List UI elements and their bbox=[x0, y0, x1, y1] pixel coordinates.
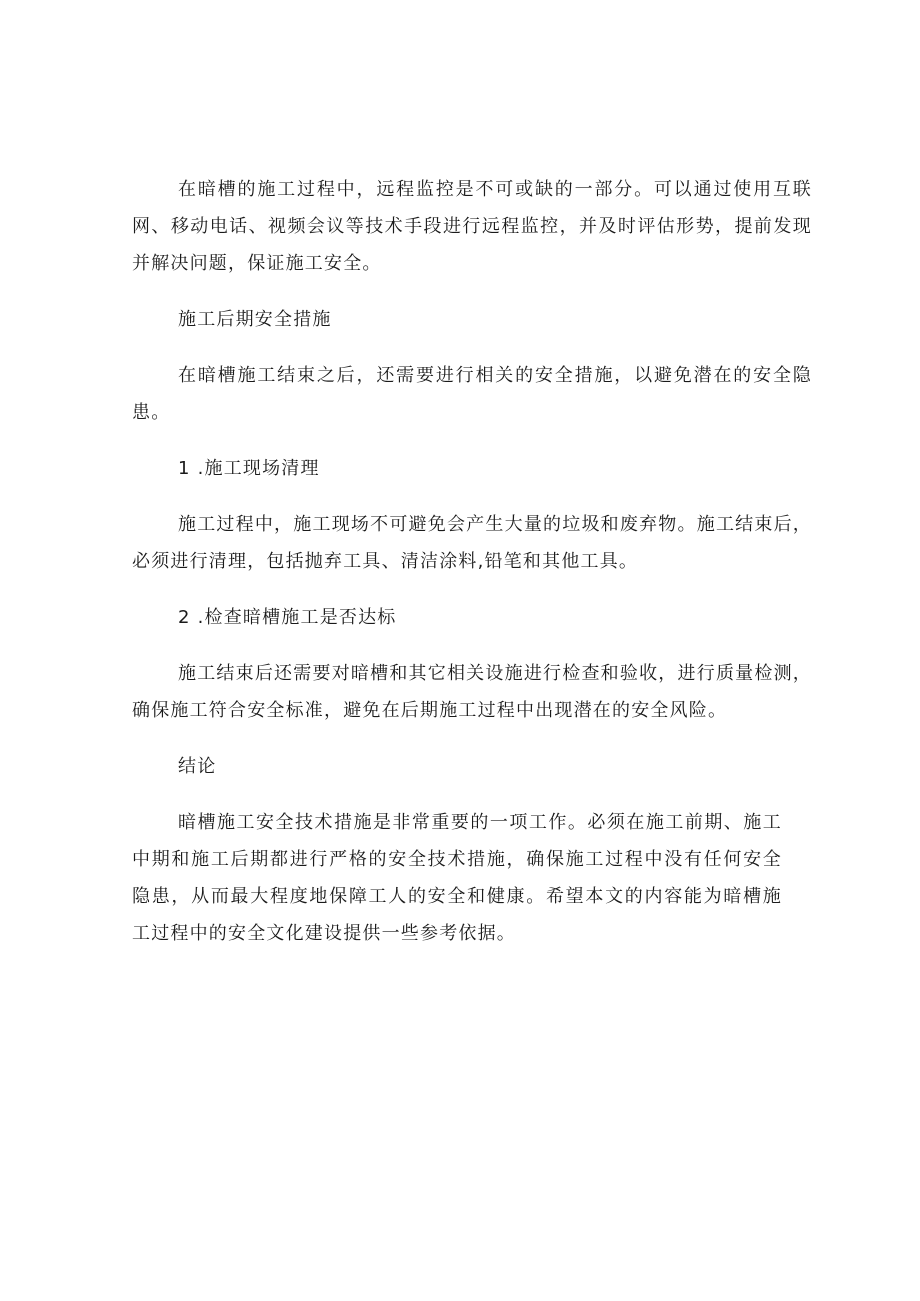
paragraph-remote-monitoring: 在暗槽的施工过程中，远程监控是不可或缺的一部分。可以通过使用互联网、移动电话、视频会议等技术手段进行远程监控，并及时评估形势，提前发现并解决问题，保证施工安全。 bbox=[132, 179, 812, 274]
document-body bbox=[132, 171, 812, 971]
subheading-site-cleanup: 1 .施工现场清理 bbox=[178, 458, 320, 479]
paragraph-post-construction-intro: 在暗槽施工结束之后，还需要进行相关的安全措施，以避免潜在的安全隐患。 bbox=[132, 365, 812, 423]
paragraph-conclusion: 暗槽施工安全技术措施是非常重要的一项工作。必须在施工前期、施工中期和施工后期都进行严格的安全技术措施，确保施工过程中没有任何安全隐患，从而最大程度地保障工人的安全和健康。希望本文的内容能为暗槽施工过程中的安全文化建设提供一些参考依据。 bbox=[132, 812, 782, 944]
subheading-inspection: 2 .检查暗槽施工是否达标 bbox=[178, 607, 397, 628]
paragraph-inspection: 施工结束后还需要对暗槽和其它相关设施进行检查和验收，进行质量检测，确保施工符合安全标准，避免在后期施工过程中出现潜在的安全风险。 bbox=[132, 663, 812, 721]
paragraph-site-cleanup: 施工过程中，施工现场不可避免会产生大量的垃圾和废弃物。施工结束后，必须进行清理，包括抛弃工具、清洁涂料,铅笔和其他工具。 bbox=[132, 514, 812, 572]
section-heading-conclusion: 结论 bbox=[178, 756, 217, 777]
section-heading-post-construction-safety: 施工后期安全措施 bbox=[178, 309, 332, 330]
